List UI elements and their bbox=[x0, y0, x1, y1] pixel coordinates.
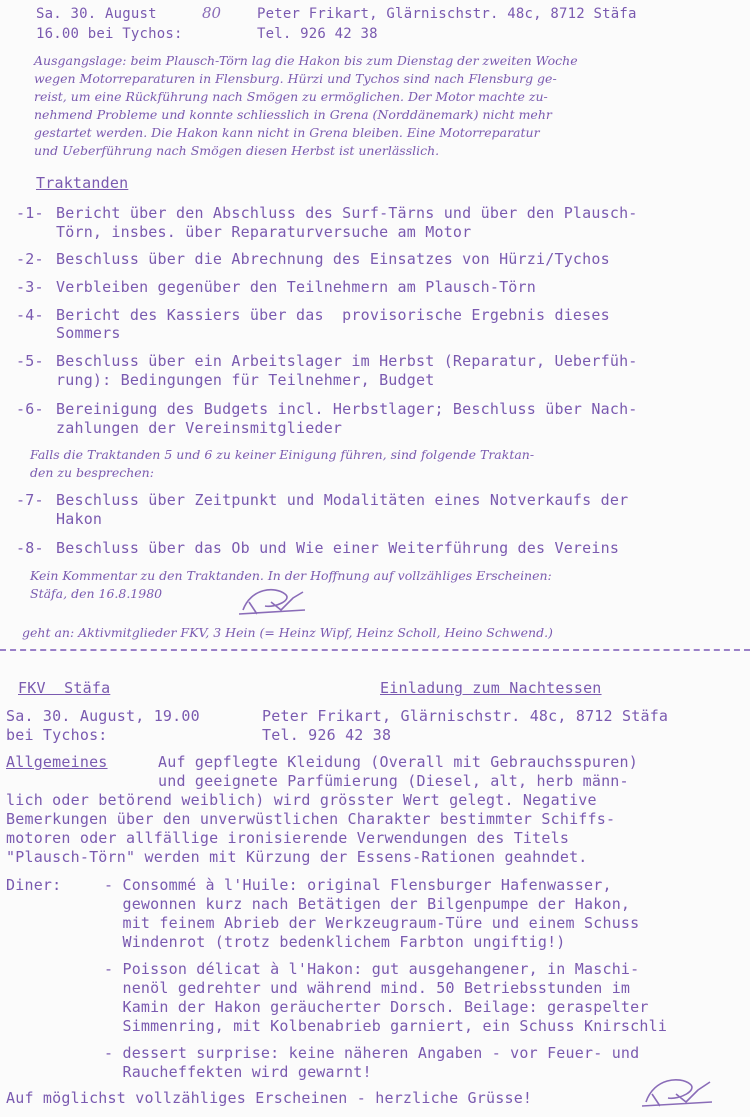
allgemeines-text: und geeignete Parfümierung (Diesel, alt, herb männ- bbox=[158, 772, 629, 790]
menu-course-line: - Consommé à l'Huile: original Flensburger Hafenwasser, bbox=[104, 876, 612, 894]
menu-course-line: Kamin der Hakon geräucherter Dorsch. Beilage: geraspelter bbox=[104, 998, 649, 1016]
agenda-number: -3- bbox=[16, 278, 44, 296]
menu-course-line: nenöl gedrehter und während mind. 50 Betriebsstunden im bbox=[104, 979, 631, 997]
header-tel: Tel. 926 42 38 bbox=[257, 26, 378, 42]
agenda-text: rung): Bedingungen für Teilnehmer, Budget bbox=[56, 371, 435, 389]
header-address: Peter Frikart, Glärnischstr. 48c, 8712 Stäfa bbox=[257, 6, 637, 22]
agenda-text: Bericht des Kassiers über das provisorische Ergebnis dieses bbox=[56, 306, 610, 324]
invitation-title: Einladung zum Nachtessen bbox=[380, 679, 602, 697]
closing-line: Stäfa, den 16.8.1980 bbox=[30, 586, 163, 601]
agenda-text: Beschluss über ein Arbeitslager im Herbst (Reparatur, Ueberfüh- bbox=[56, 352, 638, 370]
intro-line: Ausgangslage: beim Plausch-Törn lag die Hakon bis zum Dienstag der zweiten Woche bbox=[34, 53, 578, 68]
menu-course-line: - Poisson délicat à l'Hakon: gut ausgehangener, in Maschi- bbox=[104, 960, 640, 978]
allgemeines-text: Bemerkungen über den unverwüstlichen Charakter bestimmter Schiffs- bbox=[6, 810, 616, 828]
signature-scribble bbox=[636, 1070, 722, 1112]
agenda-number: -7- bbox=[16, 491, 44, 509]
intro-line: reist, um eine Rückführung nach Smögen zu ermöglichen. Der Motor machte zu- bbox=[34, 89, 548, 104]
menu-course-line: Raucheffekten wird gewarnt! bbox=[104, 1063, 372, 1081]
agenda-number: -2- bbox=[16, 250, 44, 268]
agenda-text: Beschluss über Zeitpunkt und Modalitäten eines Notverkaufs der bbox=[56, 491, 629, 509]
allgemeines-text: lich oder betörend weiblich) wird grösster Wert gelegt. Negative bbox=[6, 791, 597, 809]
dinner-location: bei Tychos: bbox=[6, 726, 108, 744]
agenda-text: Sommers bbox=[56, 324, 121, 342]
agenda-text: zahlungen der Vereinsmitglieder bbox=[56, 419, 343, 437]
header-time: 16.00 bei Tychos: bbox=[36, 26, 183, 42]
intro-line: und Ueberführung nach Smögen diesen Herbst ist unerlässlich. bbox=[34, 143, 440, 158]
agenda-text: Verbleiben gegenüber den Teilnehmern am Plausch-Törn bbox=[56, 278, 536, 296]
intro-line: gestartet werden. Die Hakon kann nicht in Grena bleiben. Eine Motorreparatur bbox=[34, 125, 540, 140]
farewell-line: Auf möglichst vollzähliges Erscheinen - herzliche Grüsse! bbox=[6, 1089, 533, 1107]
distribution-line: geht an: Aktivmitglieder FKV, 3 Hein (= Heinz Wipf, Heinz Scholl, Heino Schwend.) bbox=[22, 625, 553, 640]
menu-course-line: Windenrot (trotz bedenklichem Farbton ungiftig!) bbox=[104, 933, 566, 951]
agenda-text: Hakon bbox=[56, 510, 103, 528]
handwritten-year: 80 bbox=[202, 4, 222, 22]
dinner-tel: Tel. 926 42 38 bbox=[262, 726, 392, 744]
agenda-number: -4- bbox=[16, 306, 44, 324]
menu-course-line: - dessert surprise: keine näheren Angaben - vor Feuer- und bbox=[104, 1044, 640, 1062]
agenda-text: Bericht über den Abschluss des Surf-Tärns und über den Plausch- bbox=[56, 204, 638, 222]
intro-line: nehmend Probleme und konnte schliesslich in Grena (Norddänemark) nicht mehr bbox=[34, 107, 552, 122]
menu-course-line: Simmenring, mit Kolbenabrieb garniert, ein Schuss Knirschli bbox=[104, 1017, 668, 1035]
agenda-text: Bereinigung des Budgets incl. Herbstlager; Beschluss über Nach- bbox=[56, 400, 638, 418]
closing-line: Kein Kommentar zu den Traktanden. In der Hoffnung auf vollzähliges Erscheinen: bbox=[30, 568, 552, 583]
diner-label: Diner: bbox=[6, 876, 62, 894]
allgemeines-label: Allgemeines bbox=[6, 753, 108, 771]
dinner-address: Peter Frikart, Glärnischstr. 48c, 8712 Stäfa bbox=[262, 707, 669, 725]
agenda-number: -1- bbox=[16, 204, 44, 222]
header-date: Sa. 30. August bbox=[36, 6, 157, 22]
allgemeines-text: motoren oder allfällige ironisierende Verwendungen des Titels bbox=[6, 829, 570, 847]
agenda-number: -6- bbox=[16, 400, 44, 418]
traktanden-heading: Traktanden bbox=[36, 174, 129, 192]
agenda-number: -5- bbox=[16, 352, 44, 370]
agenda-text: Beschluss über das Ob und Wie einer Weiterführung des Vereins bbox=[56, 539, 620, 557]
conditional-note: den zu besprechen: bbox=[30, 465, 154, 480]
cut-line-divider bbox=[0, 649, 750, 651]
org-name: FKV Stäfa bbox=[18, 679, 111, 697]
allgemeines-text: "Plausch-Törn" werden mit Kürzung der Essens-Rationen geahndet. bbox=[6, 848, 588, 866]
agenda-text: Törn, insbes. über Reparaturversuche am Motor bbox=[56, 223, 472, 241]
dinner-date: Sa. 30. August, 19.00 bbox=[6, 707, 200, 725]
menu-course-line: mit feinem Abrieb der Werkzeugraum-Türe und einem Schuss bbox=[104, 914, 640, 932]
menu-course-line: gewonnen kurz nach Betätigen der Bilgenpumpe der Hakon, bbox=[104, 895, 631, 913]
intro-line: wegen Motorreparaturen in Flensburg. Hürzi und Tychos sind nach Flensburg ge- bbox=[34, 71, 557, 86]
allgemeines-text: Auf gepflegte Kleidung (Overall mit Gebrauchsspuren) bbox=[158, 753, 638, 771]
signature-scribble bbox=[235, 580, 315, 620]
agenda-number: -8- bbox=[16, 539, 44, 557]
conditional-note: Falls die Traktanden 5 und 6 zu keiner Einigung führen, sind folgende Traktan- bbox=[30, 447, 535, 462]
agenda-text: Beschluss über die Abrechnung des Einsatzes von Hürzi/Tychos bbox=[56, 250, 610, 268]
